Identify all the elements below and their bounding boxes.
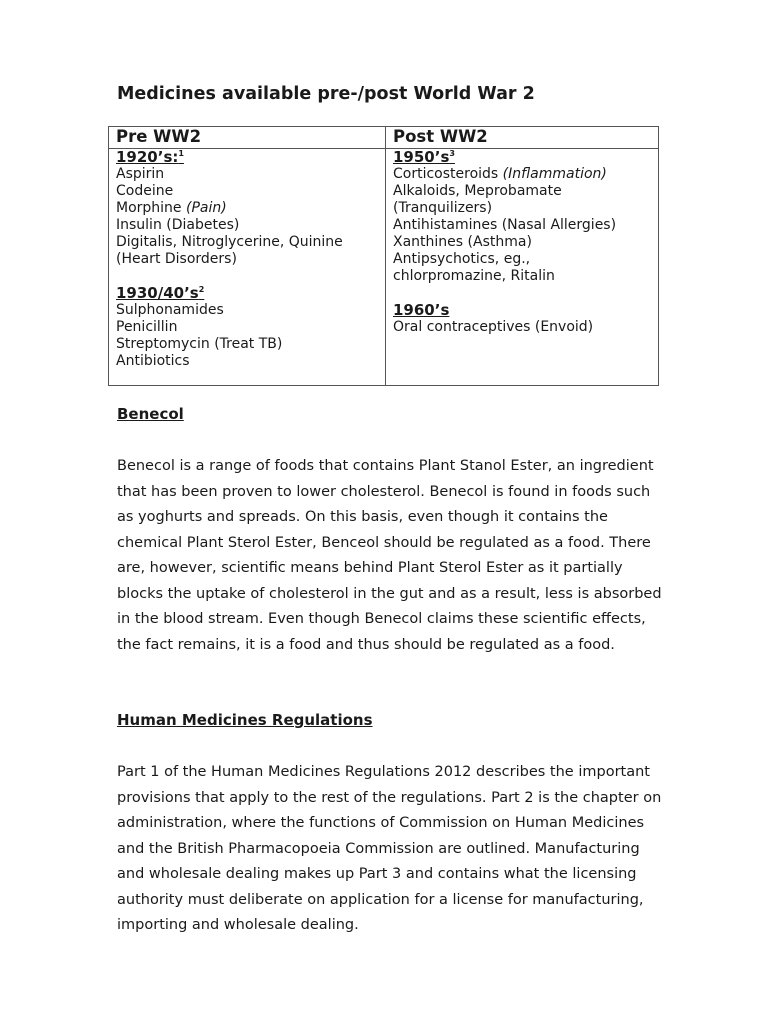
list-item — [116, 251, 378, 268]
list-item — [116, 217, 378, 234]
list-1950s — [393, 166, 651, 285]
list-item-text: Aspirin — [116, 166, 165, 182]
list-item-text: Codeine — [116, 183, 174, 199]
spacer — [393, 285, 651, 302]
list-item — [393, 166, 651, 183]
footnote-ref: 2 — [198, 285, 205, 294]
decade-label: 1950’s — [393, 148, 450, 166]
decade-heading-1930-40s — [116, 285, 378, 302]
list-item-text: Alkaloids, Meprobamate — [393, 183, 562, 199]
list-1920s — [116, 166, 378, 268]
list-item — [116, 166, 378, 183]
decade-label: 1960’s — [393, 301, 450, 319]
list-item-text: Penicillin — [116, 319, 178, 335]
list-item-note: (Inflammation) — [502, 166, 607, 182]
list-item — [393, 200, 651, 217]
decade-heading-1920s — [116, 149, 378, 166]
decade-heading-1950s — [393, 149, 651, 166]
list-item — [116, 353, 378, 370]
list-item-text: chlorpromazine, Ritalin — [393, 268, 555, 284]
footnote-ref: 3 — [449, 149, 455, 158]
list-item-text: Xanthines (Asthma) — [393, 234, 532, 250]
list-item — [393, 234, 651, 251]
list-1930-40s — [116, 302, 378, 370]
list-item — [116, 302, 378, 319]
list-item-text: (Tranquilizers) — [393, 200, 493, 216]
benecol-paragraph: Benecol is a range of foods that contains Plant Stanol Ester, an ingredient that has been proven to lower cholesterol. Benecol is found in foods such as yoghurts and spreads. On this basis, even though it contains the chemical Plant Sterol Ester, Benceol should be regulated as a food. There are, however, scientific means behind Plant Sterol Ester as it partially blocks the uptake of cholesterol in the gut and as a result, less is absorbed in the blood stream. Even though Benecol claims these scientific effects, the fact remains, it is a food and thus should be regulated as a food. — [117, 458, 662, 653]
spacer — [116, 268, 378, 285]
hmr-paragraph: Part 1 of the Human Medicines Regulations 2012 describes the important provisions that apply to the rest of the regulations. Part 2 is the chapter on administration, where the functions of Commission on Human Medicines and the British Pharmacopoeia Commission are outlined. Manufacturing and wholesale dealing makes up Part 3 and contains what the licensing authority must deliberate on application for a license for manufacturing, importing and wholesale dealing. — [117, 764, 662, 933]
list-item-note: (Pain) — [186, 200, 227, 216]
list-item-text: Antipsychotics, eg., — [393, 251, 531, 267]
table-body-row — [109, 149, 659, 386]
benecol-heading: Benecol — [117, 405, 184, 423]
list-item — [116, 319, 378, 336]
table-header-row — [109, 127, 659, 149]
footnote-ref: 1 — [178, 149, 184, 158]
list-item-text: Antibiotics — [116, 353, 190, 369]
list-item — [116, 336, 378, 353]
post-ww2-cell — [386, 149, 659, 386]
list-item-text: Antihistamines (Nasal Allergies) — [393, 217, 617, 233]
list-item-text: Morphine — [116, 200, 186, 216]
decade-label: 1930/40’s — [116, 284, 199, 302]
list-1960s — [393, 319, 651, 336]
list-item — [116, 183, 378, 200]
list-item-text: Corticosteroids — [393, 166, 503, 182]
header-pre-ww2: Pre WW2 — [109, 127, 386, 149]
list-item — [393, 268, 651, 285]
header-post-ww2: Post WW2 — [386, 127, 659, 149]
pre-ww2-cell — [109, 149, 386, 386]
list-item — [116, 234, 378, 251]
list-item — [393, 319, 651, 336]
list-item — [393, 183, 651, 200]
list-item-text: (Heart Disorders) — [116, 251, 237, 267]
list-item — [393, 251, 651, 268]
list-item — [116, 200, 378, 217]
list-item-text: Sulphonamides — [116, 302, 224, 318]
decade-label: 1920’s: — [116, 148, 179, 166]
list-item — [393, 217, 651, 234]
list-item-text: Oral contraceptives (Envoid) — [393, 319, 594, 335]
list-item-text: Insulin (Diabetes) — [116, 217, 240, 233]
list-item-text: Digitalis, Nitroglycerine, Quinine — [116, 234, 343, 250]
list-item-text: Streptomycin (Treat TB) — [116, 336, 283, 352]
hmr-heading: Human Medicines Regulations — [117, 711, 373, 729]
medicines-table — [108, 126, 659, 386]
decade-heading-1960s — [393, 302, 651, 319]
document-title: Medicines available pre-/post World War 2 — [117, 84, 535, 104]
